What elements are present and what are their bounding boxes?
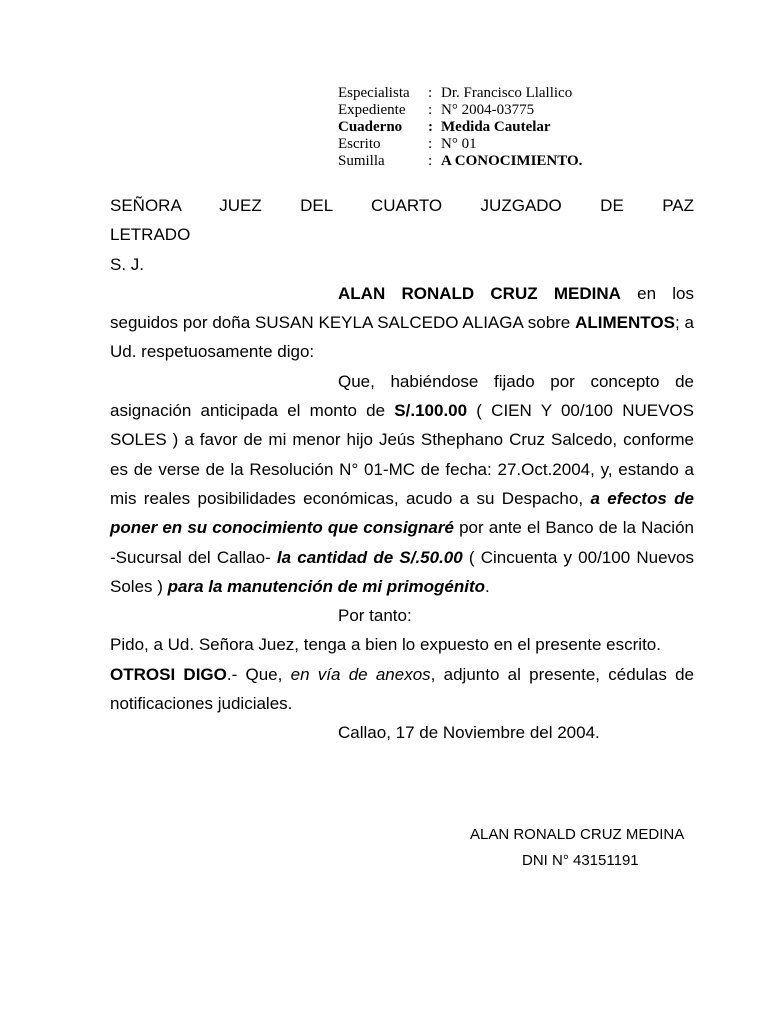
meta-value: A CONOCIMIENTO. <box>441 153 583 169</box>
meta-value: N° 01 <box>441 136 477 152</box>
meta-separator: : <box>428 85 433 101</box>
case-subject: ALIMENTOS <box>575 313 675 333</box>
meta-label: Especialista <box>338 85 410 101</box>
addressee-line-2: LETRADO <box>110 225 191 245</box>
petitioner-name: ALAN RONALD CRUZ MEDINA <box>338 283 621 303</box>
main-text: por ante el Banco de la Nación -Sucursal del Callao- <box>110 518 694 567</box>
signature-name: ALAN RONALD CRUZ MEDINA <box>470 826 685 843</box>
otrosi-label: OTROSI DIGO <box>110 664 227 684</box>
main-text: ( Cincuenta y 00/100 Nuevos Soles ) <box>110 547 694 596</box>
amount-assigned: S/.100.00 <box>394 401 468 421</box>
meta-value: N° 2004-03775 <box>441 102 535 118</box>
header-metadata <box>338 85 582 170</box>
date-line: Callao, 17 de Noviembre del 2004. <box>338 723 600 743</box>
meta-separator: : <box>428 153 433 169</box>
emphasis-text: a efectos de poner en su conocimiento que consignaré <box>110 488 694 538</box>
otrosi-italic: en vía de anexos <box>290 664 431 684</box>
signature-dni: DNI N° 43151191 <box>522 852 639 869</box>
otrosi-text: .- Que, <box>226 664 291 684</box>
main-text: ( CIEN Y 00/100 NUEVOS SOLES ) a favor de mi menor hijo Jeús Sthephano Cruz Salcedo, conforme es de verse de la Resolución N° 01-MC de fecha: 27.Oct.2004, y, estando a mis reales posibilidades económicas, acudo a su Despacho, <box>110 401 694 508</box>
meta-row-escrito <box>338 136 582 153</box>
main-text: . <box>485 576 490 596</box>
meta-label: Escrito <box>338 136 381 152</box>
otrosi-text-end: , adjunto al presente, cédulas de notificaciones judiciales. <box>110 664 695 714</box>
sj-line: S. J. <box>110 254 145 274</box>
meta-label: Expediente <box>338 102 406 118</box>
meta-label: Cuaderno <box>338 119 403 135</box>
meta-row-sumilla <box>338 153 582 170</box>
meta-value: Medida Cautelar <box>441 119 551 135</box>
por-tanto: Por tanto: <box>338 606 412 626</box>
intro-text: en los seguidos por doña SUSAN KEYLA SALCEDO ALIAGA sobre <box>110 283 694 333</box>
main-text: Que, habiéndose fijado por concepto de asignación anticipada el monto de <box>110 371 694 421</box>
otrosi-paragraph <box>110 660 694 719</box>
amount-deposit: la cantidad de S/.50.00 <box>276 547 463 567</box>
addressee-line: SEÑORA JUEZ DEL CUARTO JUZGADO DE PAZ <box>110 196 694 215</box>
intro-paragraph <box>110 279 694 367</box>
document-body <box>110 191 694 748</box>
intro-text-end: ; a Ud. respetuosamente digo: <box>110 313 694 362</box>
meta-row-cuaderno <box>338 119 582 136</box>
meta-label: Sumilla <box>338 153 385 169</box>
meta-value: Dr. Francisco Llallico <box>441 85 573 101</box>
meta-row-especialista <box>338 85 582 102</box>
meta-separator: : <box>428 136 433 152</box>
meta-row-expediente <box>338 102 582 119</box>
pido-paragraph: Pido, a Ud. Señora Juez, tenga a bien lo expuesto en el presente escrito. <box>110 635 661 655</box>
meta-separator: : <box>428 102 433 118</box>
main-paragraph <box>110 367 694 601</box>
emphasis-text: para la manutención de mi primogénito <box>167 576 486 596</box>
meta-separator: : <box>428 119 433 135</box>
